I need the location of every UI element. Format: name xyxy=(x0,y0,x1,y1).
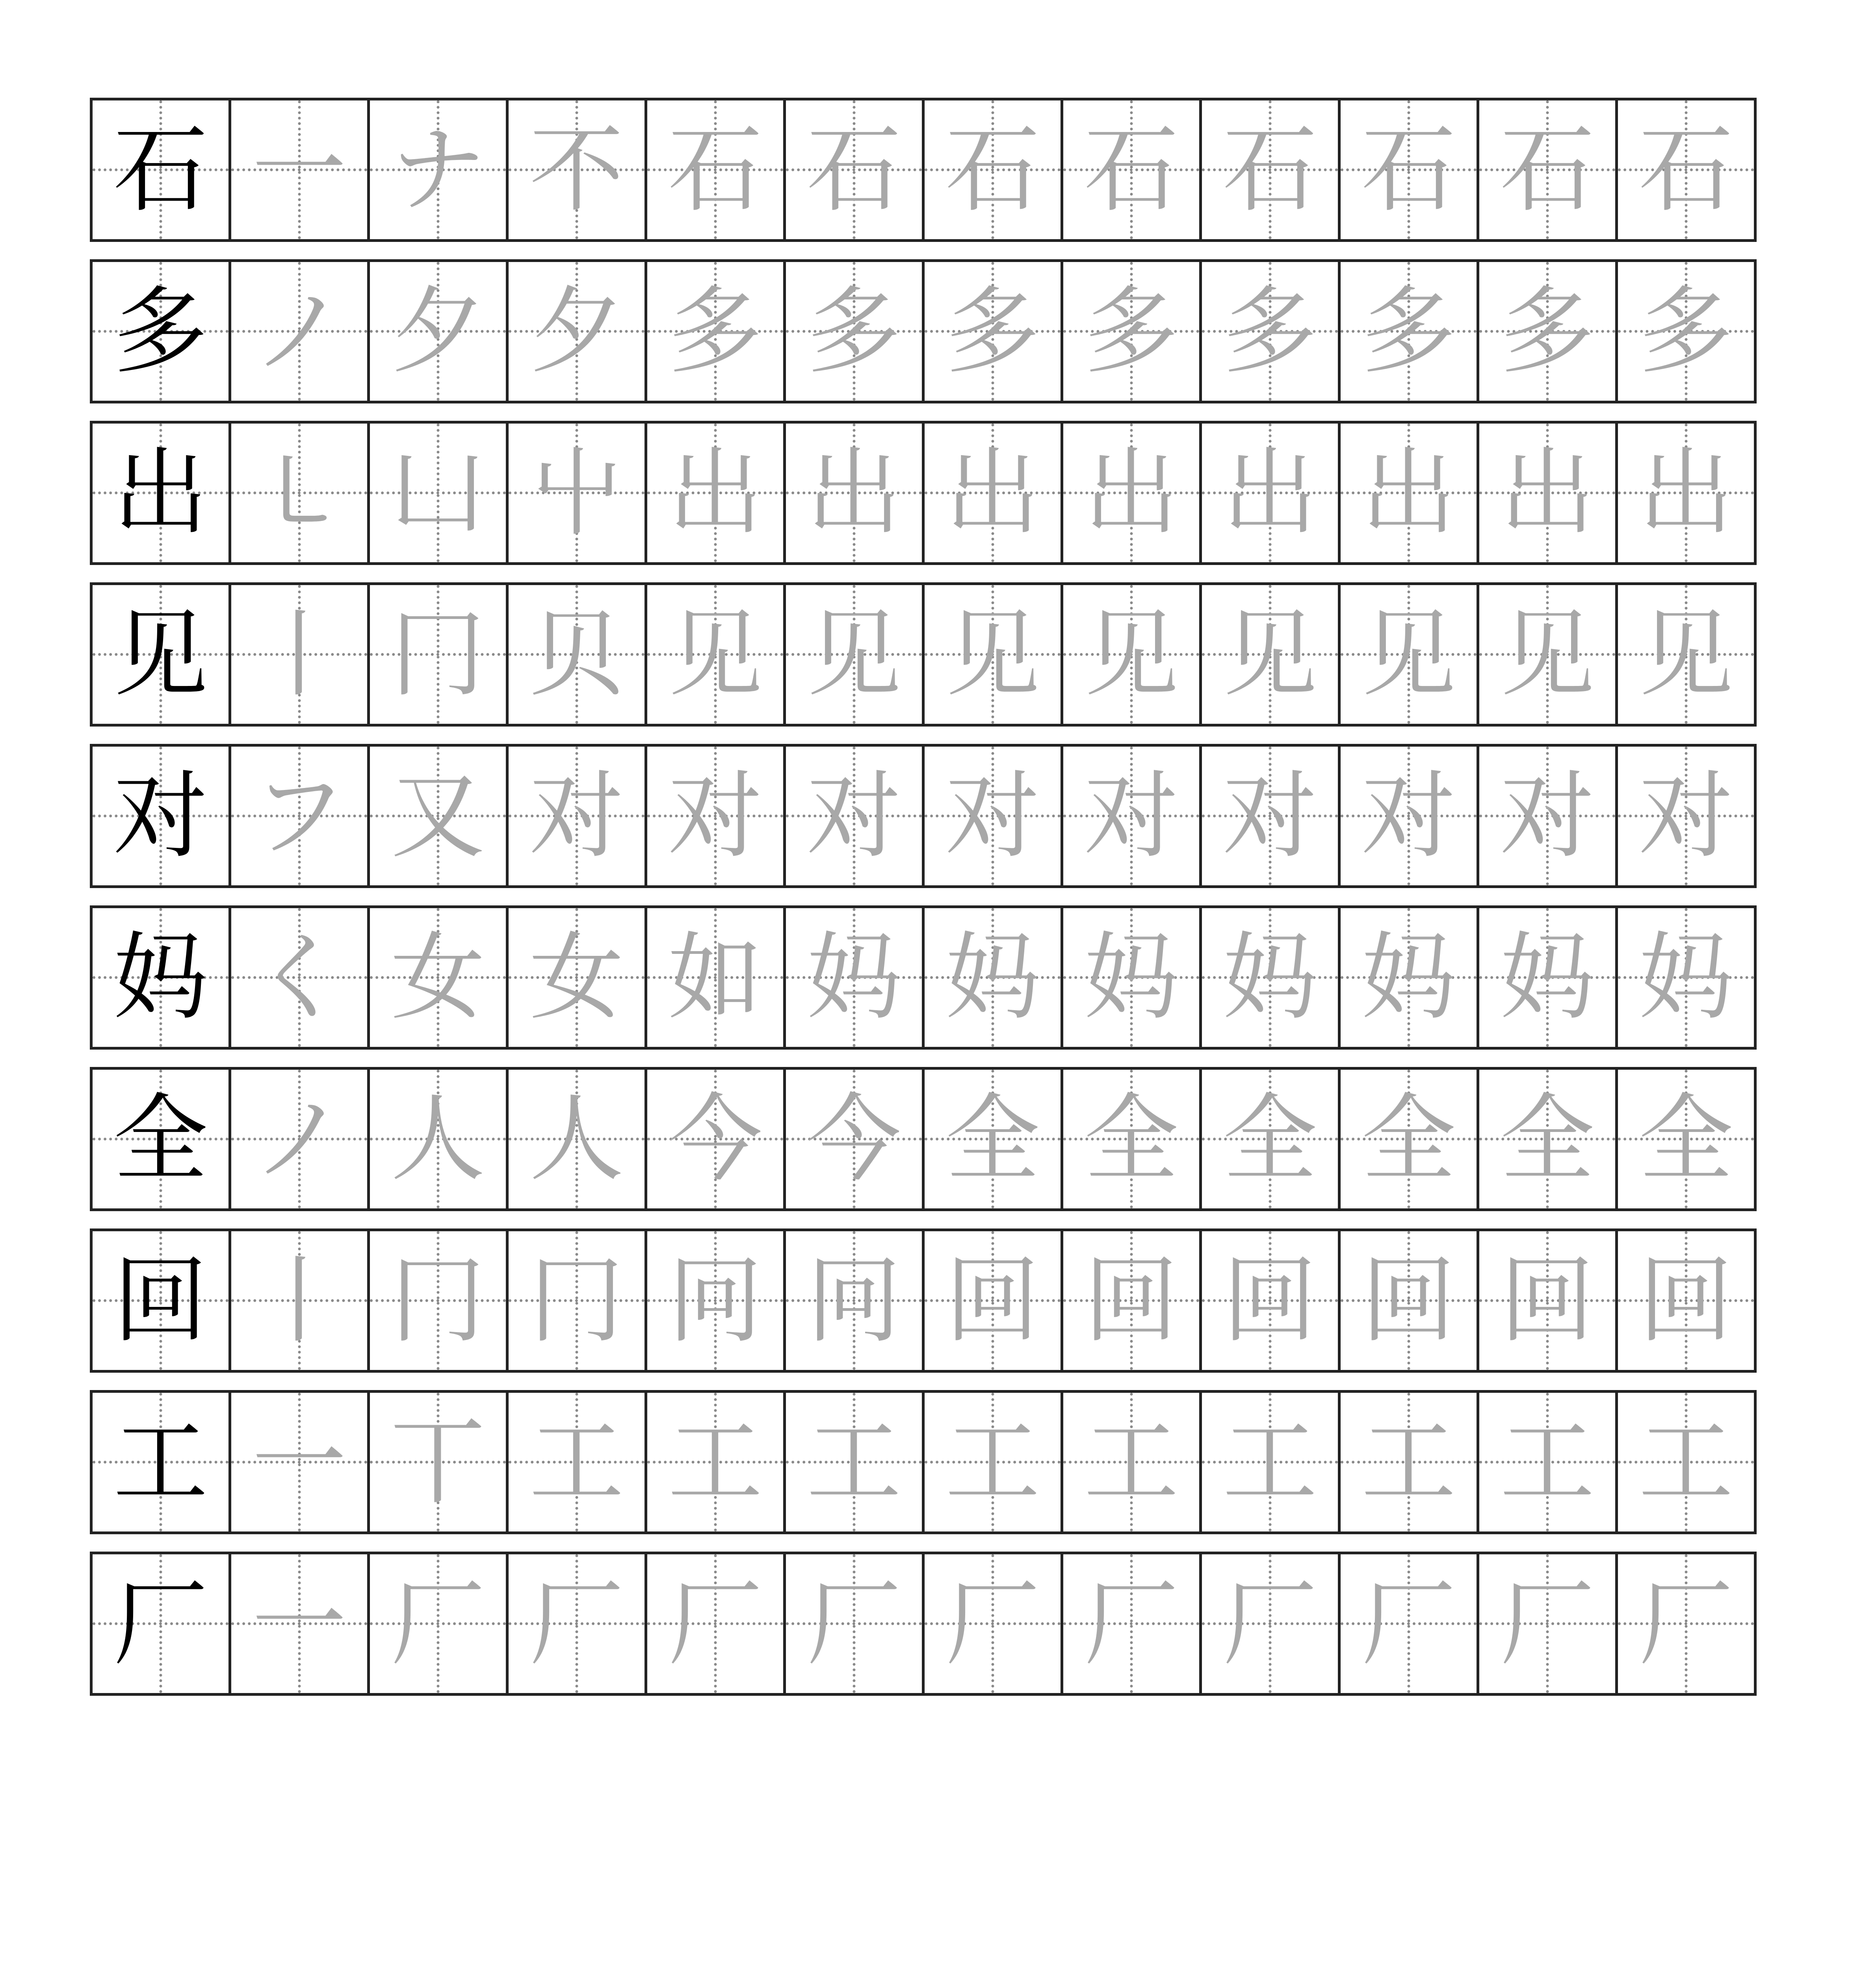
stroke-step-character: ノ xyxy=(252,1084,347,1194)
stroke-step-character: 工 xyxy=(1500,1407,1595,1517)
trace-character-cell xyxy=(1061,259,1202,403)
model-character-cell xyxy=(90,582,231,727)
trace-character-cell xyxy=(506,98,647,242)
trace-character-cell xyxy=(1199,98,1341,242)
stroke-step-character: 丨 xyxy=(252,599,347,710)
trace-character-cell xyxy=(1615,905,1757,1050)
stroke-step-character: 多 xyxy=(945,276,1040,387)
trace-character-cell xyxy=(1061,1067,1202,1211)
stroke-step-character: 冋 xyxy=(668,1245,763,1356)
stroke-step-character: 出 xyxy=(1500,438,1595,548)
stroke-step-character: 对 xyxy=(668,761,763,871)
stroke-step-character: 多 xyxy=(1084,276,1179,387)
trace-character-cell xyxy=(367,905,509,1050)
trace-character-cell xyxy=(228,1552,370,1696)
stroke-step-character: 妈 xyxy=(1361,922,1456,1033)
stroke-step-character: 回 xyxy=(1500,1245,1595,1356)
stroke-step-character: 厂 xyxy=(1500,1569,1595,1679)
trace-character-cell xyxy=(1061,1552,1202,1696)
trace-character-cell xyxy=(1477,98,1618,242)
stroke-step-character: 石 xyxy=(1500,115,1595,225)
practice-row xyxy=(90,1067,1790,1211)
stroke-step-character: 人 xyxy=(390,1084,485,1194)
trace-character-cell xyxy=(1199,1390,1341,1534)
stroke-step-character: 工 xyxy=(1084,1407,1179,1517)
trace-character-cell xyxy=(1615,98,1757,242)
trace-character-cell xyxy=(783,1390,925,1534)
trace-character-cell xyxy=(1615,744,1757,888)
trace-character-cell xyxy=(367,744,509,888)
trace-character-cell xyxy=(367,259,509,403)
stroke-step-character: 厂 xyxy=(1361,1569,1456,1679)
practice-row xyxy=(90,582,1790,727)
stroke-step-character: 见 xyxy=(1222,599,1317,710)
stroke-step-character: 多 xyxy=(1222,276,1317,387)
trace-character-cell xyxy=(1615,259,1757,403)
trace-character-cell xyxy=(506,1228,647,1373)
stroke-step-character: ㇄ xyxy=(252,438,347,548)
stroke-step-character: 工 xyxy=(529,1407,624,1517)
practice-row xyxy=(90,259,1790,403)
trace-character-cell xyxy=(367,582,509,727)
trace-character-cell xyxy=(1338,1390,1479,1534)
trace-character-cell xyxy=(783,905,925,1050)
trace-character-cell xyxy=(1338,1067,1479,1211)
trace-character-cell xyxy=(645,582,786,727)
trace-character-cell xyxy=(367,1390,509,1534)
trace-character-cell xyxy=(645,1067,786,1211)
stroke-step-character: 对 xyxy=(806,761,901,871)
trace-character-cell xyxy=(1615,421,1757,565)
trace-character-cell xyxy=(783,259,925,403)
stroke-step-character: 对 xyxy=(1500,761,1595,871)
trace-character-cell xyxy=(783,744,925,888)
trace-character-cell xyxy=(228,744,370,888)
stroke-step-character: 冂 xyxy=(390,1245,485,1356)
trace-character-cell xyxy=(1061,1390,1202,1534)
trace-character-cell xyxy=(228,1390,370,1534)
trace-character-cell xyxy=(645,259,786,403)
trace-character-cell xyxy=(1338,1552,1479,1696)
stroke-step-character: 全 xyxy=(1084,1084,1179,1194)
trace-character-cell xyxy=(1477,744,1618,888)
stroke-step-character: 厂 xyxy=(390,1569,485,1679)
stroke-step-character: 多 xyxy=(1638,276,1733,387)
trace-character-cell xyxy=(1199,1067,1341,1211)
trace-character-cell xyxy=(506,905,647,1050)
stroke-step-character: 工 xyxy=(668,1407,763,1517)
trace-character-cell xyxy=(506,582,647,727)
model-character: 对 xyxy=(113,761,208,871)
trace-character-cell xyxy=(1338,744,1479,888)
trace-character-cell xyxy=(783,1228,925,1373)
stroke-step-character: 妈 xyxy=(945,922,1040,1033)
stroke-step-character: 一 xyxy=(252,1407,347,1517)
trace-character-cell xyxy=(922,1228,1063,1373)
stroke-step-character: 对 xyxy=(529,761,624,871)
stroke-step-character: 厂 xyxy=(945,1569,1040,1679)
stroke-step-character: 厂 xyxy=(1638,1569,1733,1679)
stroke-step-character: 女 xyxy=(390,922,485,1033)
stroke-step-character: 回 xyxy=(945,1245,1040,1356)
trace-character-cell xyxy=(228,98,370,242)
model-character-cell xyxy=(90,1552,231,1696)
stroke-step-character: 对 xyxy=(945,761,1040,871)
stroke-step-character: 厂 xyxy=(668,1569,763,1679)
trace-character-cell xyxy=(1477,259,1618,403)
trace-character-cell xyxy=(1615,1552,1757,1696)
stroke-step-character: 石 xyxy=(945,115,1040,225)
trace-character-cell xyxy=(367,421,509,565)
practice-row xyxy=(90,905,1790,1050)
trace-character-cell xyxy=(645,744,786,888)
model-character: 厂 xyxy=(113,1569,208,1679)
trace-character-cell xyxy=(645,1552,786,1696)
stroke-step-character: 贝 xyxy=(529,599,624,710)
stroke-step-character: 见 xyxy=(1638,599,1733,710)
stroke-step-character: 今 xyxy=(668,1084,763,1194)
stroke-step-character: 石 xyxy=(1638,115,1733,225)
stroke-step-character: 工 xyxy=(806,1407,901,1517)
trace-character-cell xyxy=(1338,582,1479,727)
trace-character-cell xyxy=(506,259,647,403)
stroke-step-character: 人 xyxy=(529,1084,624,1194)
trace-character-cell xyxy=(645,1228,786,1373)
stroke-step-character: 厂 xyxy=(1084,1569,1179,1679)
trace-character-cell xyxy=(1199,1228,1341,1373)
stroke-step-character: ノ xyxy=(252,276,347,387)
stroke-step-character: 工 xyxy=(1222,1407,1317,1517)
trace-character-cell xyxy=(1199,259,1341,403)
trace-character-cell xyxy=(1338,905,1479,1050)
stroke-step-character: 对 xyxy=(1638,761,1733,871)
stroke-step-character: 见 xyxy=(668,599,763,710)
trace-character-cell xyxy=(1199,744,1341,888)
trace-character-cell xyxy=(783,582,925,727)
stroke-step-character: 今 xyxy=(806,1084,901,1194)
stroke-step-character: 全 xyxy=(1500,1084,1595,1194)
trace-character-cell xyxy=(228,421,370,565)
trace-character-cell xyxy=(228,905,370,1050)
stroke-step-character: 见 xyxy=(806,599,901,710)
trace-character-cell xyxy=(367,1067,509,1211)
trace-character-cell xyxy=(228,1228,370,1373)
model-character-cell xyxy=(90,98,231,242)
trace-character-cell xyxy=(1061,905,1202,1050)
stroke-step-character: 见 xyxy=(1084,599,1179,710)
trace-character-cell xyxy=(367,98,509,242)
stroke-step-character: 出 xyxy=(1361,438,1456,548)
model-character: 回 xyxy=(113,1245,208,1356)
trace-character-cell xyxy=(645,98,786,242)
trace-character-cell xyxy=(1061,1228,1202,1373)
stroke-step-character: 冂 xyxy=(529,1245,624,1356)
trace-character-cell xyxy=(1061,421,1202,565)
trace-character-cell xyxy=(1615,1228,1757,1373)
stroke-step-character: 又 xyxy=(390,761,485,871)
trace-character-cell xyxy=(1199,905,1341,1050)
practice-row xyxy=(90,98,1790,242)
trace-character-cell xyxy=(922,582,1063,727)
trace-character-cell xyxy=(1477,1067,1618,1211)
trace-character-cell xyxy=(922,1067,1063,1211)
trace-character-cell xyxy=(1477,1390,1618,1534)
stroke-step-character: 见 xyxy=(945,599,1040,710)
model-character-cell xyxy=(90,905,231,1050)
stroke-step-character: 妈 xyxy=(1500,922,1595,1033)
trace-character-cell xyxy=(645,1390,786,1534)
trace-character-cell xyxy=(1615,1390,1757,1534)
stroke-step-character: 妈 xyxy=(1084,922,1179,1033)
stroke-step-character: 冂 xyxy=(390,599,485,710)
stroke-step-character: 多 xyxy=(1361,276,1456,387)
stroke-step-character: 石 xyxy=(1222,115,1317,225)
stroke-step-character: 回 xyxy=(1361,1245,1456,1356)
stroke-step-character: 妈 xyxy=(1222,922,1317,1033)
trace-character-cell xyxy=(367,1552,509,1696)
stroke-step-character: 石 xyxy=(668,115,763,225)
stroke-step-character: 夕 xyxy=(529,276,624,387)
stroke-step-character: 冋 xyxy=(806,1245,901,1356)
stroke-step-character: 对 xyxy=(1361,761,1456,871)
stroke-step-character: 女 xyxy=(529,922,624,1033)
trace-character-cell xyxy=(1061,582,1202,727)
trace-character-cell xyxy=(922,1390,1063,1534)
trace-character-cell xyxy=(228,582,370,727)
practice-row xyxy=(90,1228,1790,1373)
stroke-step-character: 见 xyxy=(1361,599,1456,710)
stroke-step-character: 见 xyxy=(1500,599,1595,710)
stroke-step-character: 厂 xyxy=(529,1569,624,1679)
stroke-step-character: 回 xyxy=(1222,1245,1317,1356)
trace-character-cell xyxy=(783,98,925,242)
practice-row xyxy=(90,744,1790,888)
stroke-step-character: フ xyxy=(252,761,347,871)
trace-character-cell xyxy=(922,98,1063,242)
trace-character-cell xyxy=(1338,98,1479,242)
model-character-cell xyxy=(90,259,231,403)
stroke-step-character: 凵 xyxy=(390,438,485,548)
stroke-step-character: 出 xyxy=(945,438,1040,548)
model-character-cell xyxy=(90,1067,231,1211)
stroke-step-character: 工 xyxy=(1638,1407,1733,1517)
trace-character-cell xyxy=(922,259,1063,403)
model-character: 多 xyxy=(113,276,208,387)
model-character: 见 xyxy=(113,599,208,710)
model-character: 工 xyxy=(113,1407,208,1517)
stroke-step-character: 丅 xyxy=(390,1407,485,1517)
trace-character-cell xyxy=(228,259,370,403)
trace-character-cell xyxy=(1061,744,1202,888)
trace-character-cell xyxy=(1061,98,1202,242)
trace-character-cell xyxy=(645,905,786,1050)
trace-character-cell xyxy=(1338,259,1479,403)
stroke-step-character: 石 xyxy=(1361,115,1456,225)
trace-character-cell xyxy=(1477,421,1618,565)
stroke-step-character: 屮 xyxy=(529,438,624,548)
stroke-step-character: 全 xyxy=(945,1084,1040,1194)
trace-character-cell xyxy=(1615,1067,1757,1211)
stroke-step-character: 多 xyxy=(668,276,763,387)
stroke-step-character: 如 xyxy=(668,922,763,1033)
stroke-step-character: 出 xyxy=(1084,438,1179,548)
practice-row xyxy=(90,1552,1790,1696)
trace-character-cell xyxy=(922,905,1063,1050)
model-character-cell xyxy=(90,1228,231,1373)
stroke-step-character: 不 xyxy=(529,115,624,225)
stroke-step-character: 工 xyxy=(1361,1407,1456,1517)
stroke-step-character: 石 xyxy=(806,115,901,225)
stroke-step-character: 回 xyxy=(1638,1245,1733,1356)
trace-character-cell xyxy=(1477,1552,1618,1696)
stroke-step-character: 妈 xyxy=(806,922,901,1033)
trace-character-cell xyxy=(922,421,1063,565)
trace-character-cell xyxy=(645,421,786,565)
stroke-step-character: 对 xyxy=(1222,761,1317,871)
stroke-step-character: 全 xyxy=(1222,1084,1317,1194)
stroke-step-character: 多 xyxy=(1500,276,1595,387)
stroke-step-character: 出 xyxy=(806,438,901,548)
model-character: 全 xyxy=(113,1084,208,1194)
trace-character-cell xyxy=(1477,1228,1618,1373)
trace-character-cell xyxy=(922,744,1063,888)
stroke-step-character: 石 xyxy=(1084,115,1179,225)
practice-row xyxy=(90,1390,1790,1534)
trace-character-cell xyxy=(1199,582,1341,727)
model-character: 出 xyxy=(113,438,208,548)
stroke-step-character: 对 xyxy=(1084,761,1179,871)
trace-character-cell xyxy=(1338,421,1479,565)
stroke-step-character: 出 xyxy=(668,438,763,548)
trace-character-cell xyxy=(506,1067,647,1211)
trace-character-cell xyxy=(1199,1552,1341,1696)
stroke-step-character: 妈 xyxy=(1638,922,1733,1033)
trace-character-cell xyxy=(506,744,647,888)
trace-character-cell xyxy=(506,421,647,565)
stroke-step-character: 多 xyxy=(806,276,901,387)
stroke-step-character: 全 xyxy=(1638,1084,1733,1194)
stroke-step-character: 工 xyxy=(945,1407,1040,1517)
stroke-step-character: 出 xyxy=(1638,438,1733,548)
trace-character-cell xyxy=(783,421,925,565)
stroke-step-character: 一 xyxy=(252,1569,347,1679)
stroke-step-character: 丨 xyxy=(252,1245,347,1356)
stroke-step-character: 夕 xyxy=(390,276,485,387)
trace-character-cell xyxy=(228,1067,370,1211)
practice-grid xyxy=(90,98,1790,1713)
stroke-step-character: ナ xyxy=(390,115,485,225)
trace-character-cell xyxy=(506,1390,647,1534)
model-character-cell xyxy=(90,421,231,565)
stroke-step-character: 出 xyxy=(1222,438,1317,548)
stroke-step-character: 回 xyxy=(1084,1245,1179,1356)
trace-character-cell xyxy=(783,1067,925,1211)
model-character-cell xyxy=(90,744,231,888)
practice-row xyxy=(90,421,1790,565)
trace-character-cell xyxy=(1477,905,1618,1050)
model-character: 石 xyxy=(113,115,208,225)
stroke-step-character: 厂 xyxy=(1222,1569,1317,1679)
trace-character-cell xyxy=(1199,421,1341,565)
stroke-step-character: 全 xyxy=(1361,1084,1456,1194)
stroke-step-character: 一 xyxy=(252,115,347,225)
trace-character-cell xyxy=(1477,582,1618,727)
model-character: 妈 xyxy=(113,922,208,1033)
trace-character-cell xyxy=(783,1552,925,1696)
trace-character-cell xyxy=(1615,582,1757,727)
trace-character-cell xyxy=(506,1552,647,1696)
trace-character-cell xyxy=(922,1552,1063,1696)
stroke-step-character: く xyxy=(252,922,347,1033)
stroke-step-character: 厂 xyxy=(806,1569,901,1679)
model-character-cell xyxy=(90,1390,231,1534)
trace-character-cell xyxy=(367,1228,509,1373)
trace-character-cell xyxy=(1338,1228,1479,1373)
